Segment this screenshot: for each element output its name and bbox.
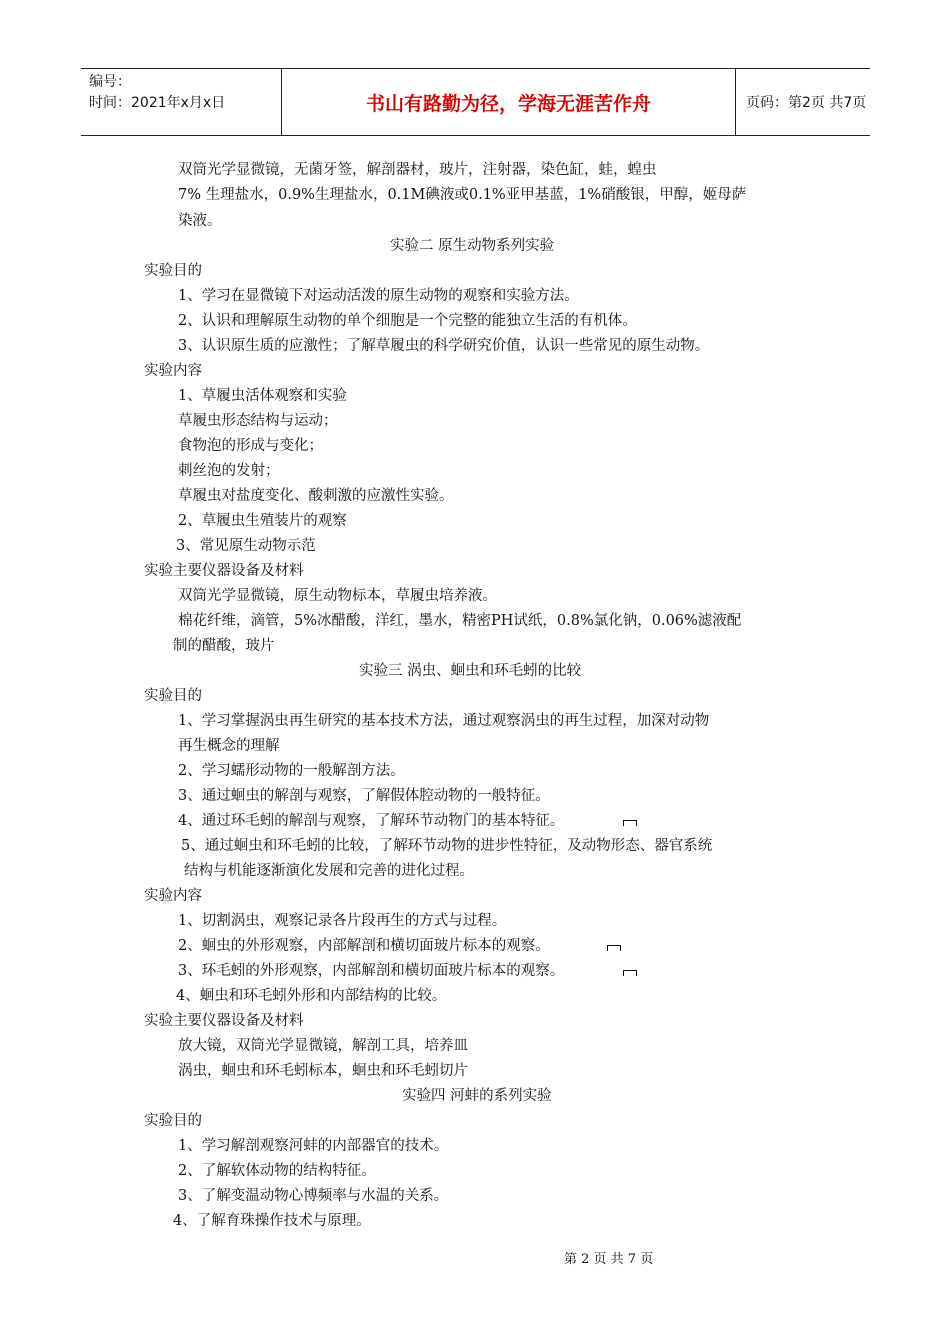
body-line: 1、学习在显微镜下对运动活泼的原生动物的观察和实验方法。 — [178, 288, 579, 304]
body-line: 3、通过蛔虫的解剖与观察，了解假体腔动物的一般特征。 — [178, 788, 550, 804]
motto-cell — [282, 69, 736, 135]
body-line: 结构与机能逐渐演化发展和完善的进化过程。 — [184, 863, 474, 879]
body-line: 2、认识和理解原生动物的单个细胞是一个完整的能独立生活的有机体。 — [178, 313, 637, 329]
body-line: 2、了解软体动物的结构特征。 — [178, 1163, 376, 1179]
body-line: 2、学习蠕形动物的一般解剖方法。 — [178, 763, 405, 779]
body-line: 涡虫，蛔虫和环毛蚓标本，蛔虫和环毛蚓切片 — [178, 1063, 468, 1079]
subsection-heading: 实验目的 — [144, 688, 202, 704]
body-line: 再生概念的理解 — [178, 738, 280, 754]
body-line: 4、了解育珠操作技术与原理。 — [173, 1213, 371, 1229]
subsection-heading: 实验目的 — [144, 1113, 202, 1129]
body-line: 1、草履虫活体观察和实验 — [178, 388, 347, 404]
subsection-heading: 实验内容 — [144, 888, 202, 904]
body-line: 4、通过环毛蚓的解剖与观察，了解环节动物门的基本特征。 — [178, 813, 565, 829]
body-line: 7% 生理盐水，0.9%生理盐水，0.1M碘液或0.1%亚甲基蓝，1%硝酸银，甲醇，姬母萨 — [178, 187, 747, 203]
body-line: 5、通过蛔虫和环毛蚓的比较，了解环节动物的进步性特征，及动物形态、器官系统 — [181, 838, 713, 854]
page-number-label: 页码：第2页 共7页 — [746, 95, 867, 111]
motto-text: 书山有路勤为径，学海无涯苦作舟 — [365, 92, 651, 115]
body-line: 食物泡的形成与变化； — [178, 438, 323, 454]
section-heading: 实验三 涡虫、蛔虫和环毛蚓的比较 — [359, 663, 582, 679]
edit-mark-icon — [607, 945, 621, 951]
body-line: 染液。 — [178, 213, 222, 229]
body-line: 2、草履虫生殖装片的观察 — [178, 513, 347, 529]
edit-mark-icon — [623, 820, 637, 826]
number-label: 编号： — [89, 74, 131, 90]
section-heading: 实验二 原生动物系列实验 — [390, 238, 555, 254]
body-line: 草履虫形态结构与运动； — [178, 413, 338, 429]
subsection-heading: 实验内容 — [144, 363, 202, 379]
body-line: 1、学习掌握涡虫再生研究的基本技术方法，通过观察涡虫的再生过程，加深对动物 — [178, 713, 710, 729]
body-line: 3、了解变温动物心博频率与水温的关系。 — [178, 1188, 449, 1204]
subsection-heading: 实验目的 — [144, 263, 202, 279]
body-line: 3、环毛蚓的外形观察，内部解剖和横切面玻片标本的观察。 — [178, 963, 565, 979]
body-line: 3、常见原生动物示范 — [176, 538, 316, 554]
body-line: 3、认识原生质的应激性；了解草履虫的科学研究价值，认识一些常见的原生动物。 — [178, 338, 710, 354]
body-line: 双筒光学显微镜，原生动物标本，草履虫培养液。 — [178, 588, 497, 604]
body-line: 放大镜，双筒光学显微镜，解剖工具，培养皿 — [178, 1038, 468, 1054]
body-line: 4、蛔虫和环毛蚓外形和内部结构的比较。 — [176, 988, 447, 1004]
body-line: 双筒光学显微镜，无菌牙签，解剖器材，玻片，注射器，染色缸，蛙，蝗虫 — [178, 162, 657, 178]
page-header — [81, 68, 870, 136]
body-line: 2、蛔虫的外形观察，内部解剖和横切面玻片标本的观察。 — [178, 938, 550, 954]
subsection-heading: 实验主要仪器设备及材料 — [144, 1013, 304, 1029]
header-info-cell — [81, 69, 282, 135]
page-number-cell — [736, 69, 870, 135]
body-line: 1、切割涡虫，观察记录各片段再生的方式与过程。 — [178, 913, 507, 929]
body-line: 制的醋酸，玻片 — [173, 638, 275, 654]
date-label: 时间：2021年x月x日 — [89, 95, 226, 111]
body-line: 草履虫对盐度变化、酸刺激的应激性实验。 — [178, 488, 454, 504]
subsection-heading: 实验主要仪器设备及材料 — [144, 563, 304, 579]
page-footer: 第 2 页 共 7 页 — [564, 1252, 654, 1267]
edit-mark-icon — [623, 970, 637, 976]
body-line: 1、学习解剖观察河蚌的内部器官的技术。 — [178, 1138, 449, 1154]
section-heading: 实验四 河蚌的系列实验 — [402, 1088, 552, 1104]
body-line: 刺丝泡的发射； — [178, 463, 280, 479]
body-line: 棉花纤维，滴管，5%冰醋酸，洋红，墨水，精密PH试纸，0.8%氯化钠，0.06%滤液配 — [178, 613, 742, 629]
